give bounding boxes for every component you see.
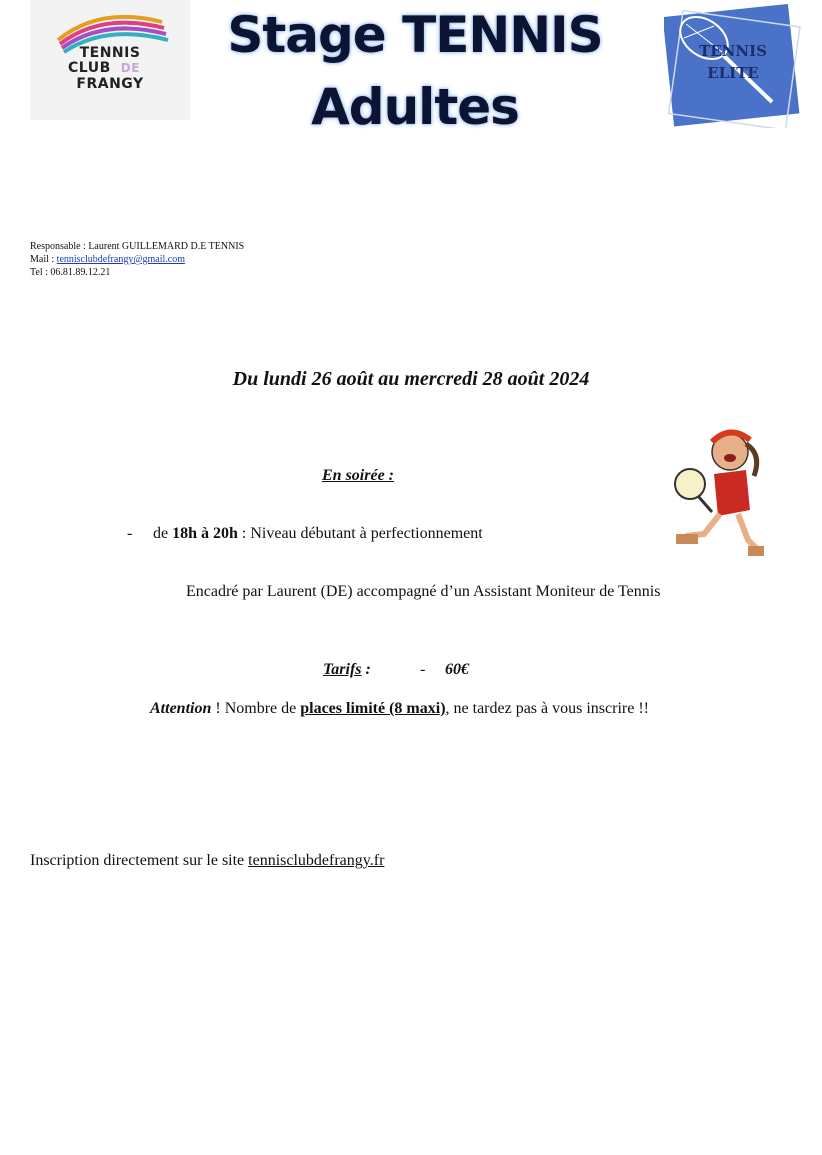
logo-de-text: DE [120,61,140,75]
attention-word: Attention [150,700,212,717]
responsable-label: Responsable : [30,241,89,252]
contact-responsable [30,240,244,253]
schedule-level: : Niveau débutant à perfectionnement [237,525,483,542]
stage-dates: Du lundi 26 août au mercredi 28 août 2024 [232,368,590,390]
logo-text-line-1: TENNIS [79,45,141,61]
evening-schedule [153,525,483,543]
attention-emphasis: places limité (8 maxi) [300,700,446,717]
tarifs-word: Tarifs [323,661,362,678]
tennis-club-frangy-logo [30,0,190,120]
responsable-value: Laurent GUILLEMARD D.E TENNIS [88,241,245,252]
supervision-text: Encadré par Laurent (DE) accompagné d’un Assistant Moniteur de Tennis [186,583,661,600]
inscription-line [30,852,384,870]
contact-mail [30,253,185,266]
page-title-line-1: Stage TENNIS [227,6,603,64]
schedule-time: 18h à 20h [172,525,238,542]
inscription-site-link[interactable]: tennisclubdefrangy.fr [248,852,385,869]
tennis-elite-logo [664,4,802,128]
tarifs-colon: : [361,661,371,678]
mail-link[interactable]: tennisclubdefrangy@gmail.com [56,254,186,265]
logo-club-text: CLUB [68,60,111,76]
tarifs-dash: - [420,661,426,678]
attention-notice [150,700,649,718]
inscription-text: Inscription directement sur le site [30,852,249,869]
tel-label: Tel : [30,267,51,278]
tarifs-label [323,661,371,679]
attention-text-1: ! Nombre de [211,700,301,717]
logo-text-line-2 [24,60,184,76]
tennis-player-illustration [668,424,768,564]
contact-tel [30,266,110,279]
tarifs-price: 60€ [445,661,469,678]
attention-text-2: , ne tardez pas à vous inscrire !! [445,700,649,717]
tel-value: 06.81.89.12.21 [50,267,111,278]
evening-heading: En soirée : [322,467,394,484]
logo-elite-text: ELITE [707,64,759,82]
mail-label: Mail : [30,254,57,265]
logo-text-line-3: FRANGY [76,76,144,92]
schedule-prefix: de [153,525,173,542]
page-title-line-2: Adultes [311,78,519,136]
logo-tennis-text: TENNIS [699,42,767,60]
evening-bullet: - [127,525,133,542]
